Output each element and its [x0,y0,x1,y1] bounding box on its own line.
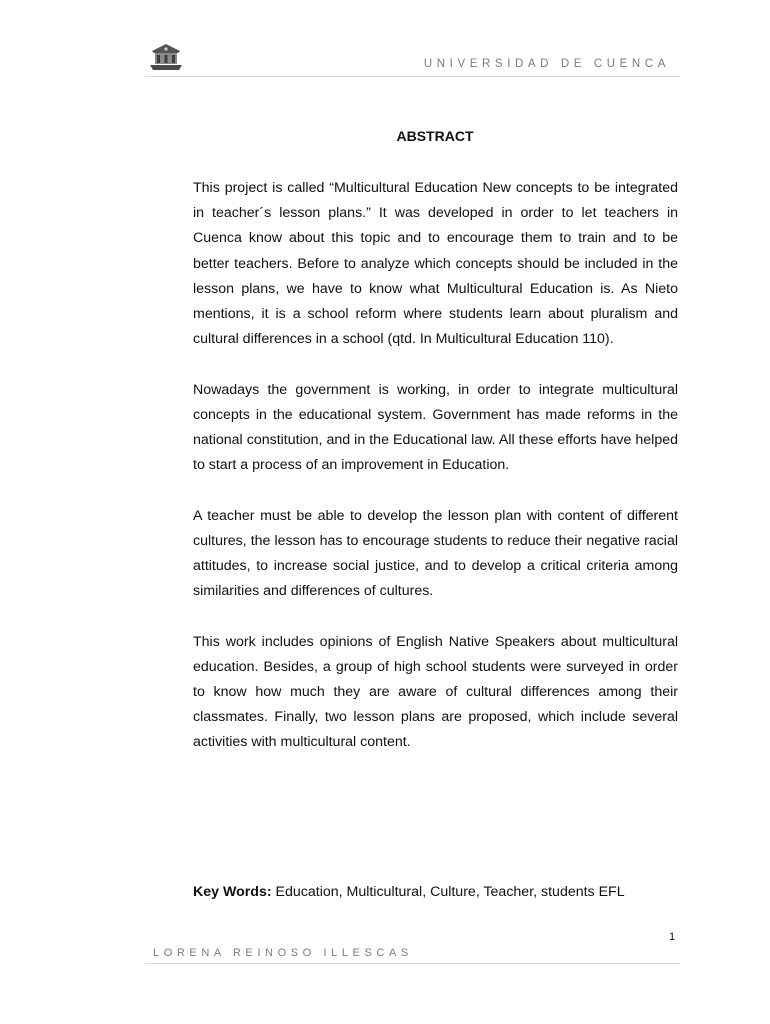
university-crest-icon [148,42,184,72]
footer-author-name: LORENA REINOSO ILLESCAS [153,947,413,959]
abstract-paragraph-1: This project is called “Multicultural Education New concepts to be integrated in teacher´s lesson plans.” It was developed in order to let teachers in Cuenca know about this topic and to encourage them to train and to be better teachers. Before to analyze which concepts should be included in the lesson plans, we have to know what Multicultural Education is. As Nieto mentions, it is a school reform where students learn about pluralism and cultural differences in a school (qtd. In Multicultural Education 110). [193,180,678,348]
header-university-name: UNIVERSIDAD DE CUENCA [423,58,670,70]
keywords-line [193,880,678,905]
keywords-label: Key Words: [193,884,272,900]
abstract-paragraph-4: This work includes opinions of English Native Speakers about multicultural education. Besides, a group of high school students were surveyed in order to know how much they are aware of cultural differences among their classmates. Finally, two lesson plans are proposed, which include several activities with multicultural content. [193,633,678,751]
keywords-list: Education, Multicultural, Culture, Teacher, students EFL [271,884,625,900]
page-number: 1 [669,931,676,943]
abstract-paragraph-2: Nowadays the government is working, in order to integrate multicultural concepts in the educational system. Government has made reforms in the national constitution, and in the Educational law. All these efforts have helped to start a process of an improvement in Education. [193,381,678,474]
abstract-heading: ABSTRACT [396,128,474,144]
abstract-paragraph-3: A teacher must be able to develop the lesson plan with content of different cultures, the lesson has to encourage students to reduce their negative racial attitudes, to increase social justice, and to develop a critical criteria among similarities and differences of cultures. [193,507,678,600]
page-header [145,42,680,77]
abstract-body [193,176,678,781]
page-footer [145,945,680,964]
